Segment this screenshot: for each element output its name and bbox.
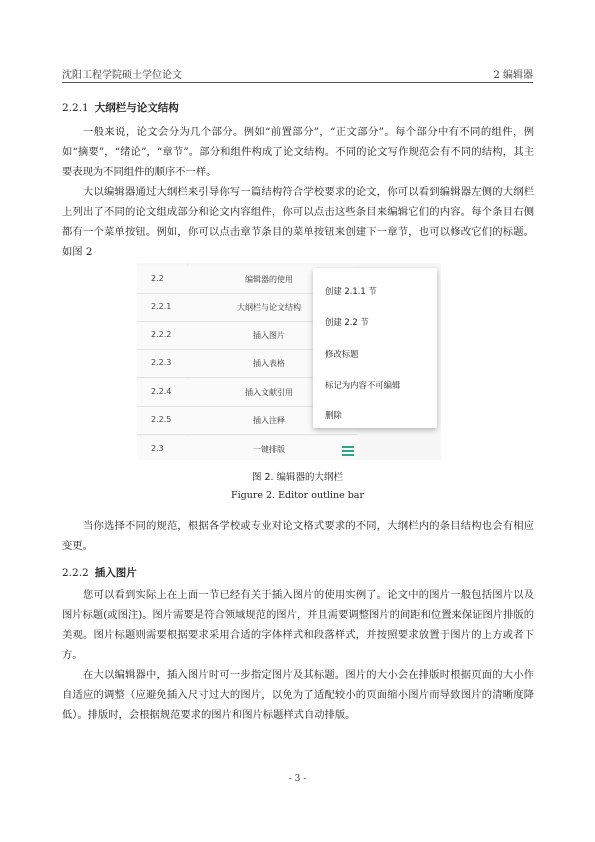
section-number: 2.2.1 [62,102,89,114]
figure-outline-bar [137,263,441,460]
menu-item-delete[interactable]: 删除 [325,410,342,420]
outline-row-title: 编辑器的使用 [245,275,293,284]
menu-item-rename[interactable]: 修改标题 [325,349,359,359]
section-heading-2-2-1 [62,100,179,115]
outline-row-number: 2.3 [151,444,164,453]
outline-row-number: 2.2.5 [151,415,172,424]
outline-row-number: 2.2.4 [151,387,172,396]
section-title: 大纲栏与论文结构 [94,102,179,114]
outline-row[interactable] [137,436,357,460]
context-menu [313,268,437,428]
figure-caption-en: Figure 2. Editor outline bar [230,490,365,501]
outline-row-title: 插入注释 [253,416,285,425]
outline-row-title: 插入图片 [253,331,285,340]
header-chapter: 2 编辑器 [493,70,533,81]
page-header [62,66,533,83]
menu-item-create-section[interactable]: 创建 2.2 节 [325,317,369,327]
outline-row-number: 2.2.1 [151,302,172,311]
menu-item-lock-content[interactable]: 标记为内容不可编辑 [325,380,401,390]
menu-item-create-subsection[interactable]: 创建 2.1.1 节 [325,286,377,296]
section-title: 插入图片 [94,567,137,579]
outline-row-number: 2.2 [151,274,164,283]
paragraph: 一般来说，论文会分为几个部分。例如“前置部分”，“正文部分”。每个部分中有不同的组件，例如“摘要”，“绪论”，“章节”。部分和组件构成了论文结构。不同的论文写作规范会有不同的结构，其主要表现为不同组件的顺序不一样。 [62,126,534,178]
outline-row-title: 插入表格 [253,359,285,368]
section-number: 2.2.2 [62,567,89,579]
figure-caption-cn: 图 2. 编辑器的大纲栏 [251,472,344,483]
paragraph: 当你选择不同的规范，根据各学校或专业对论文格式要求的不同，大纲栏内的条目结构也会有相应变更。 [62,520,534,552]
outline-row-title: 一键排版 [253,445,285,454]
page-number: - 3 - [288,774,307,784]
paragraph: 您可以看到实际上在上面一节已经有关于插入图片的使用实例了。论文中的图片一般包括图片以及图片标题(或图注)。图片需要是符合领域规范的图片，并且需要调整图片的间距和位置来保证图片排版的美观。图片标题则需要根据要求采用合适的字体样式和段落样式，并按照要求放置于图片的上方或者下方。 [62,589,534,661]
outline-row-title: 插入文献引用 [245,388,293,397]
outline-row-title: 大纲栏与论文结构 [237,303,301,312]
paragraph: 在大以编辑器中，插入图片时可一步指定图片及其标题。图片的大小会在排版时根据页面的大小作自适应的调整（应避免插入尺寸过大的图片，以免为了适配较小的页面缩小图片而导致图片的清晰度降低）。排版时，会根据规范要求的图片和图片标题样式自动排版。 [62,669,534,721]
outline-row-number: 2.2.3 [151,358,172,367]
outline-row-number: 2.2.2 [151,330,172,339]
header-thesis-title: 沈阳工程学院硕士学位论文 [62,70,182,81]
paragraph: 大以编辑器通过大纲栏来引导你写一篇结构符合学校要求的论文，你可以看到编辑器左侧的大纲栏上列出了不同的论文组成部分和论文内容组件，你可以点击这些条目来编辑它们的内容。每个条目右侧都有一个菜单按钮。例如，你可以点击章节条目的菜单按钮来创建下一章节，也可以修改它们的标题。如图 2 [62,186,534,258]
list-icon[interactable] [342,446,354,456]
section-heading-2-2-2 [62,565,137,580]
